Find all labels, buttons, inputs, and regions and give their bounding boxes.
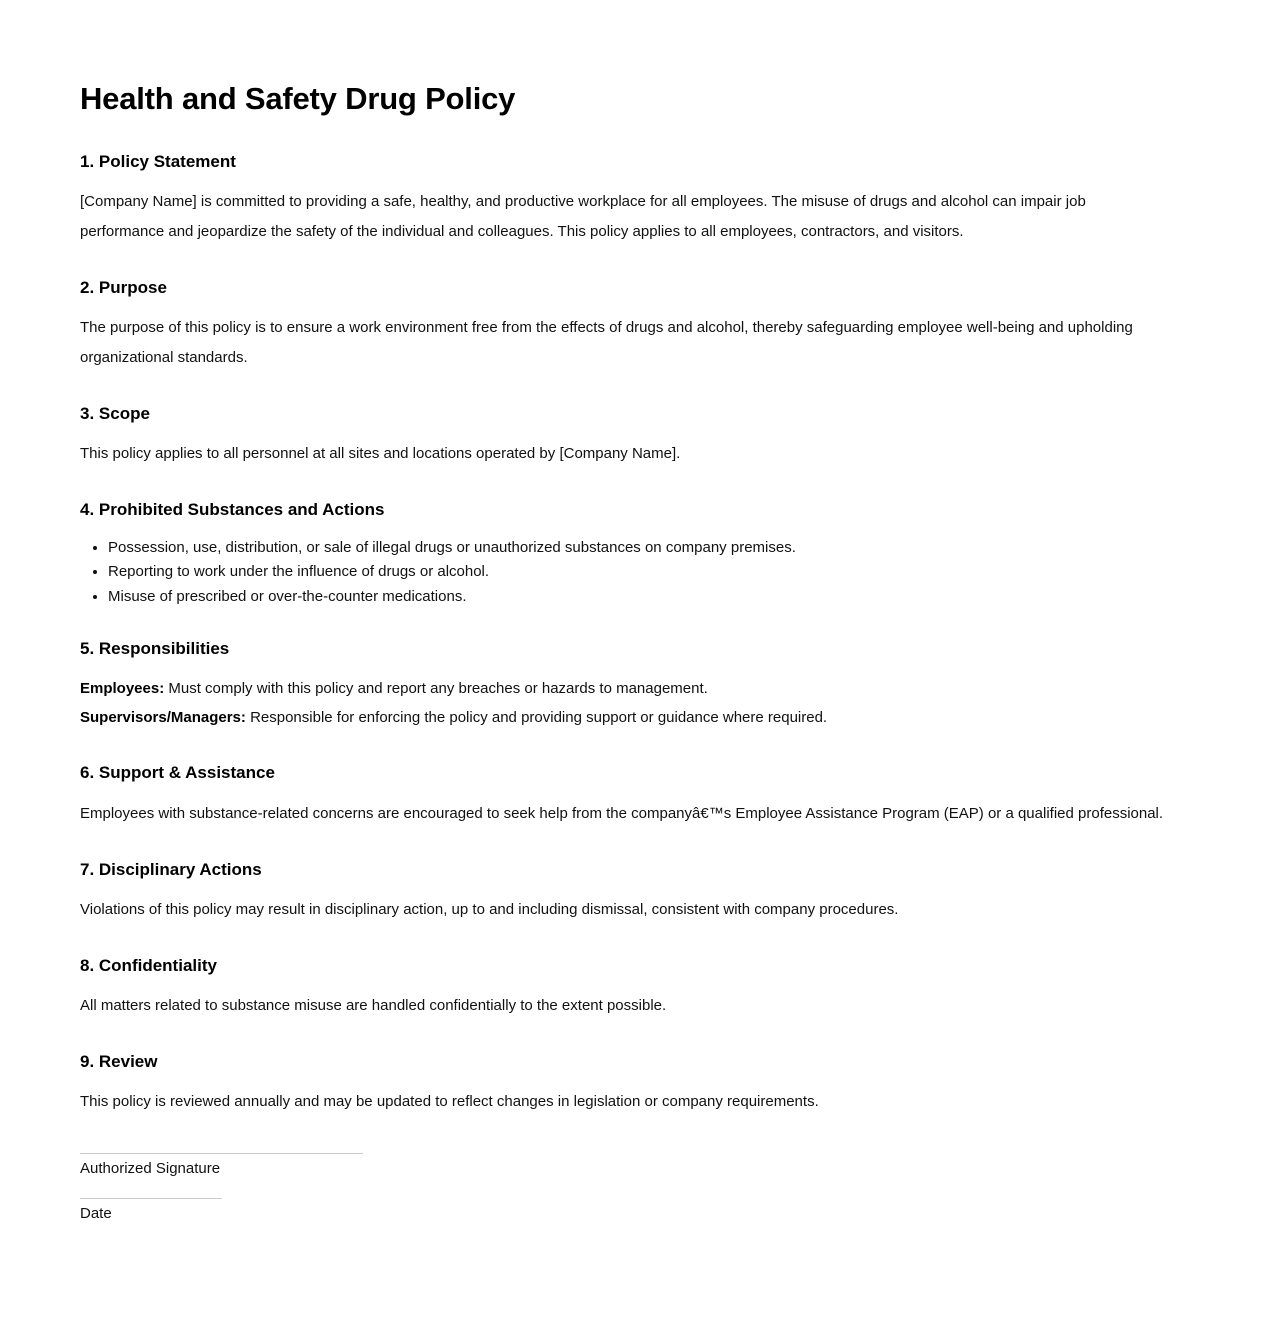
prohibited-substances-list: [80, 536, 1183, 610]
section-policy-statement: [80, 151, 1183, 247]
responsibility-label: Supervisors/Managers:: [80, 709, 246, 727]
section-paragraph: Employees with substance-related concerns are encouraged to seek help from the companyâ€™s Employee Assistance Program (EAP) or a qualified professional.: [80, 804, 1164, 822]
responsibility-supervisors: [80, 703, 1183, 732]
section-heading: 4. Prohibited Substances and Actions: [80, 500, 385, 520]
responsibility-text: Responsible for enforcing the policy and providing support or guidance where required.: [245, 709, 828, 727]
date-label: Date: [80, 1205, 112, 1223]
section-paragraph: All matters related to substance misuse are handled confidentially to the extent possible.: [80, 996, 667, 1014]
section-heading: 1. Policy Statement: [80, 152, 236, 172]
responsibility-text: Must comply with this policy and report any breaches or hazards to management.: [164, 679, 708, 697]
section-paragraph: Violations of this policy may result in disciplinary action, up to and including dismissal, consistent with company procedures.: [80, 900, 899, 918]
section-responsibilities: [80, 638, 1183, 733]
section-confidentiality: [80, 955, 1183, 1021]
section-support-assistance: [80, 762, 1183, 828]
section-heading: 8. Confidentiality: [80, 955, 217, 975]
responsibilities-block: [80, 674, 1183, 733]
signature-block: [80, 1153, 1183, 1226]
date-rule: [80, 1198, 222, 1199]
section-heading: 3. Scope: [80, 404, 150, 424]
section-scope: [80, 403, 1183, 469]
page-title: Health and Safety Drug Policy: [80, 81, 516, 116]
signature-rule: [80, 1153, 363, 1154]
section-heading: 7. Disciplinary Actions: [80, 859, 262, 879]
list-item: • Reporting to work under the influence of drugs or alcohol.: [108, 560, 1183, 585]
list-item: • Misuse of prescribed or over-the-counter medications.: [108, 585, 1183, 610]
section-prohibited-substances: [80, 499, 1183, 609]
section-review: [80, 1051, 1183, 1117]
responsibility-employees: [80, 674, 1183, 703]
section-heading: 2. Purpose: [80, 278, 167, 298]
section-paragraph: The purpose of this policy is to ensure a work environment free from the effects of drugs and alcohol, thereby safeguarding employee well-being and upholding organizational standards.: [80, 319, 1133, 367]
responsibility-label: Employees:: [80, 679, 165, 697]
signature-label: Authorized Signature: [80, 1159, 221, 1177]
section-purpose: [80, 277, 1183, 373]
section-disciplinary-actions: [80, 859, 1183, 925]
section-heading: 9. Review: [80, 1051, 158, 1071]
section-paragraph: [Company Name] is committed to providing a safe, healthy, and productive workplace for all employees. The misuse of drugs and alcohol can impair job performance and jeopardize the safety of the individual and colleagues. This policy applies to all employees, contractors, and visitors.: [80, 193, 1086, 241]
list-item: • Possession, use, distribution, or sale of illegal drugs or unauthorized substances on company premises.: [108, 536, 1183, 561]
section-heading: 5. Responsibilities: [80, 638, 230, 658]
section-paragraph: This policy is reviewed annually and may be updated to reflect changes in legislation or company requirements.: [80, 1092, 819, 1110]
section-heading: 6. Support & Assistance: [80, 763, 275, 783]
section-paragraph: This policy applies to all personnel at all sites and locations operated by [Company Name].: [80, 445, 681, 463]
